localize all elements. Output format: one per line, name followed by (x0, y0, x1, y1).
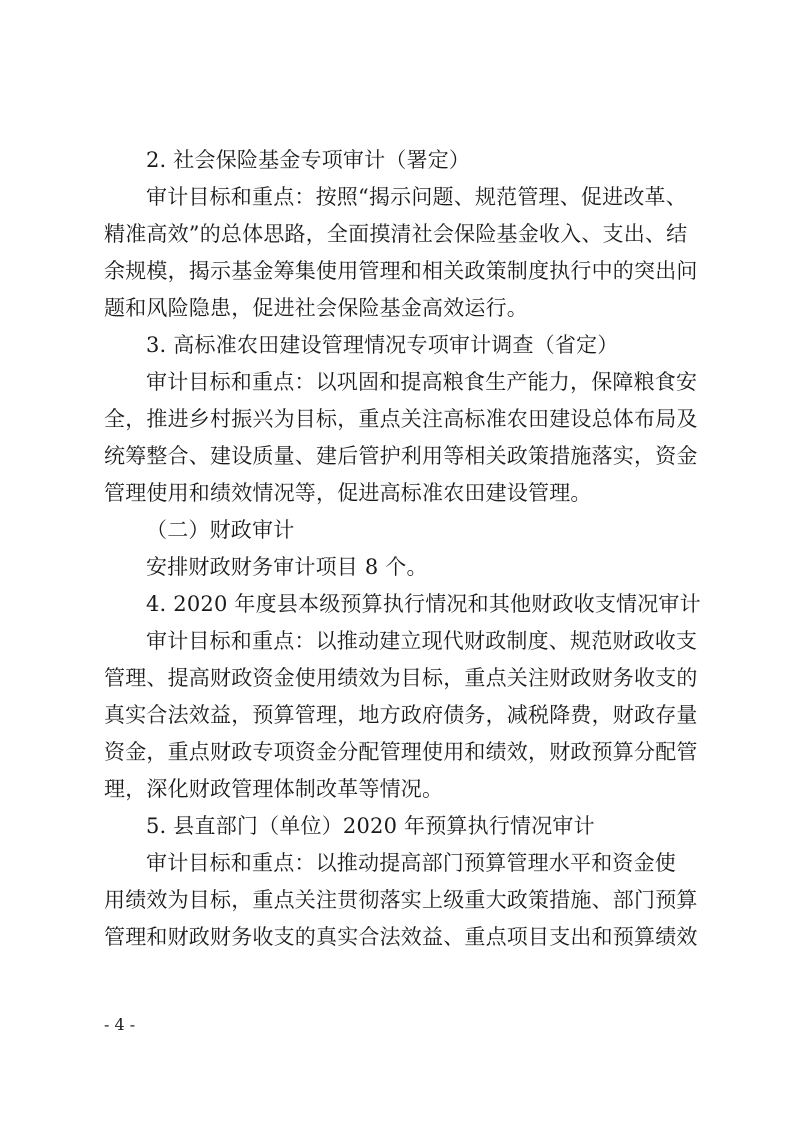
paragraph-line: 用绩效为目标，重点关注贯彻落实上级重大政策措施、部门预算 (104, 888, 698, 912)
document-body (104, 142, 701, 956)
paragraph-line: 题和风险隐患，促进社会保险基金高效运行。 (104, 296, 528, 320)
paragraph-line: 审计目标和重点：以推动提高部门预算管理水平和资金使 (146, 851, 676, 875)
paragraph-line: 余规模，揭示基金筹集使用管理和相关政策制度执行中的突出问 (104, 259, 698, 283)
paragraph-line: 审计目标和重点：以巩固和提高粮食生产能力，保障粮食安 (146, 370, 698, 394)
paragraph-line: 审计目标和重点：按照“揭示问题、规范管理、促进改革、 (146, 185, 687, 209)
paragraph-line: 管理使用和绩效情况等，促进高标准农田建设管理。 (104, 481, 592, 505)
paragraph-line: 精准高效”的总体思路，全面摸清社会保险基金收入、支出、结 (104, 222, 688, 246)
paragraph-line: 安排财政财务审计项目 8 个。 (146, 555, 428, 579)
paragraph-line: 真实合法效益，预算管理，地方政府债务，减税降费，财政存量 (104, 703, 698, 727)
heading-budget-execution-audit: 4. 2020 年度县本级预算执行情况和其他财政收支情况审计 (146, 592, 701, 616)
page-number: - 4 - (104, 1015, 136, 1034)
heading-social-insurance-audit: 2. 社会保险基金专项审计（署定） (146, 148, 471, 172)
heading-farmland-audit: 3. 高标准农田建设管理情况专项审计调查（省定） (146, 333, 619, 357)
paragraph-line: 管理、提高财政资金使用绩效为目标，重点关注财政财务收支的 (104, 666, 698, 690)
paragraph-line: 理，深化财政管理体制改革等情况。 (104, 777, 444, 801)
paragraph-line: 资金，重点财政专项资金分配管理使用和绩效，财政预算分配管 (104, 740, 698, 764)
section-heading-fiscal-audit: （二）财政审计 (146, 518, 295, 542)
heading-department-budget-audit: 5. 县直部门（单位）2020 年预算执行情况审计 (146, 814, 595, 838)
paragraph-line: 全，推进乡村振兴为目标，重点关注高标准农田建设总体布局及 (104, 407, 698, 431)
paragraph-line: 管理和财政财务收支的真实合法效益、重点项目支出和预算绩效 (104, 925, 698, 949)
paragraph-line: 审计目标和重点：以推动建立现代财政制度、规范财政收支 (146, 629, 698, 653)
paragraph-line: 统筹整合、建设质量、建后管护利用等相关政策措施落实，资金 (104, 444, 698, 468)
